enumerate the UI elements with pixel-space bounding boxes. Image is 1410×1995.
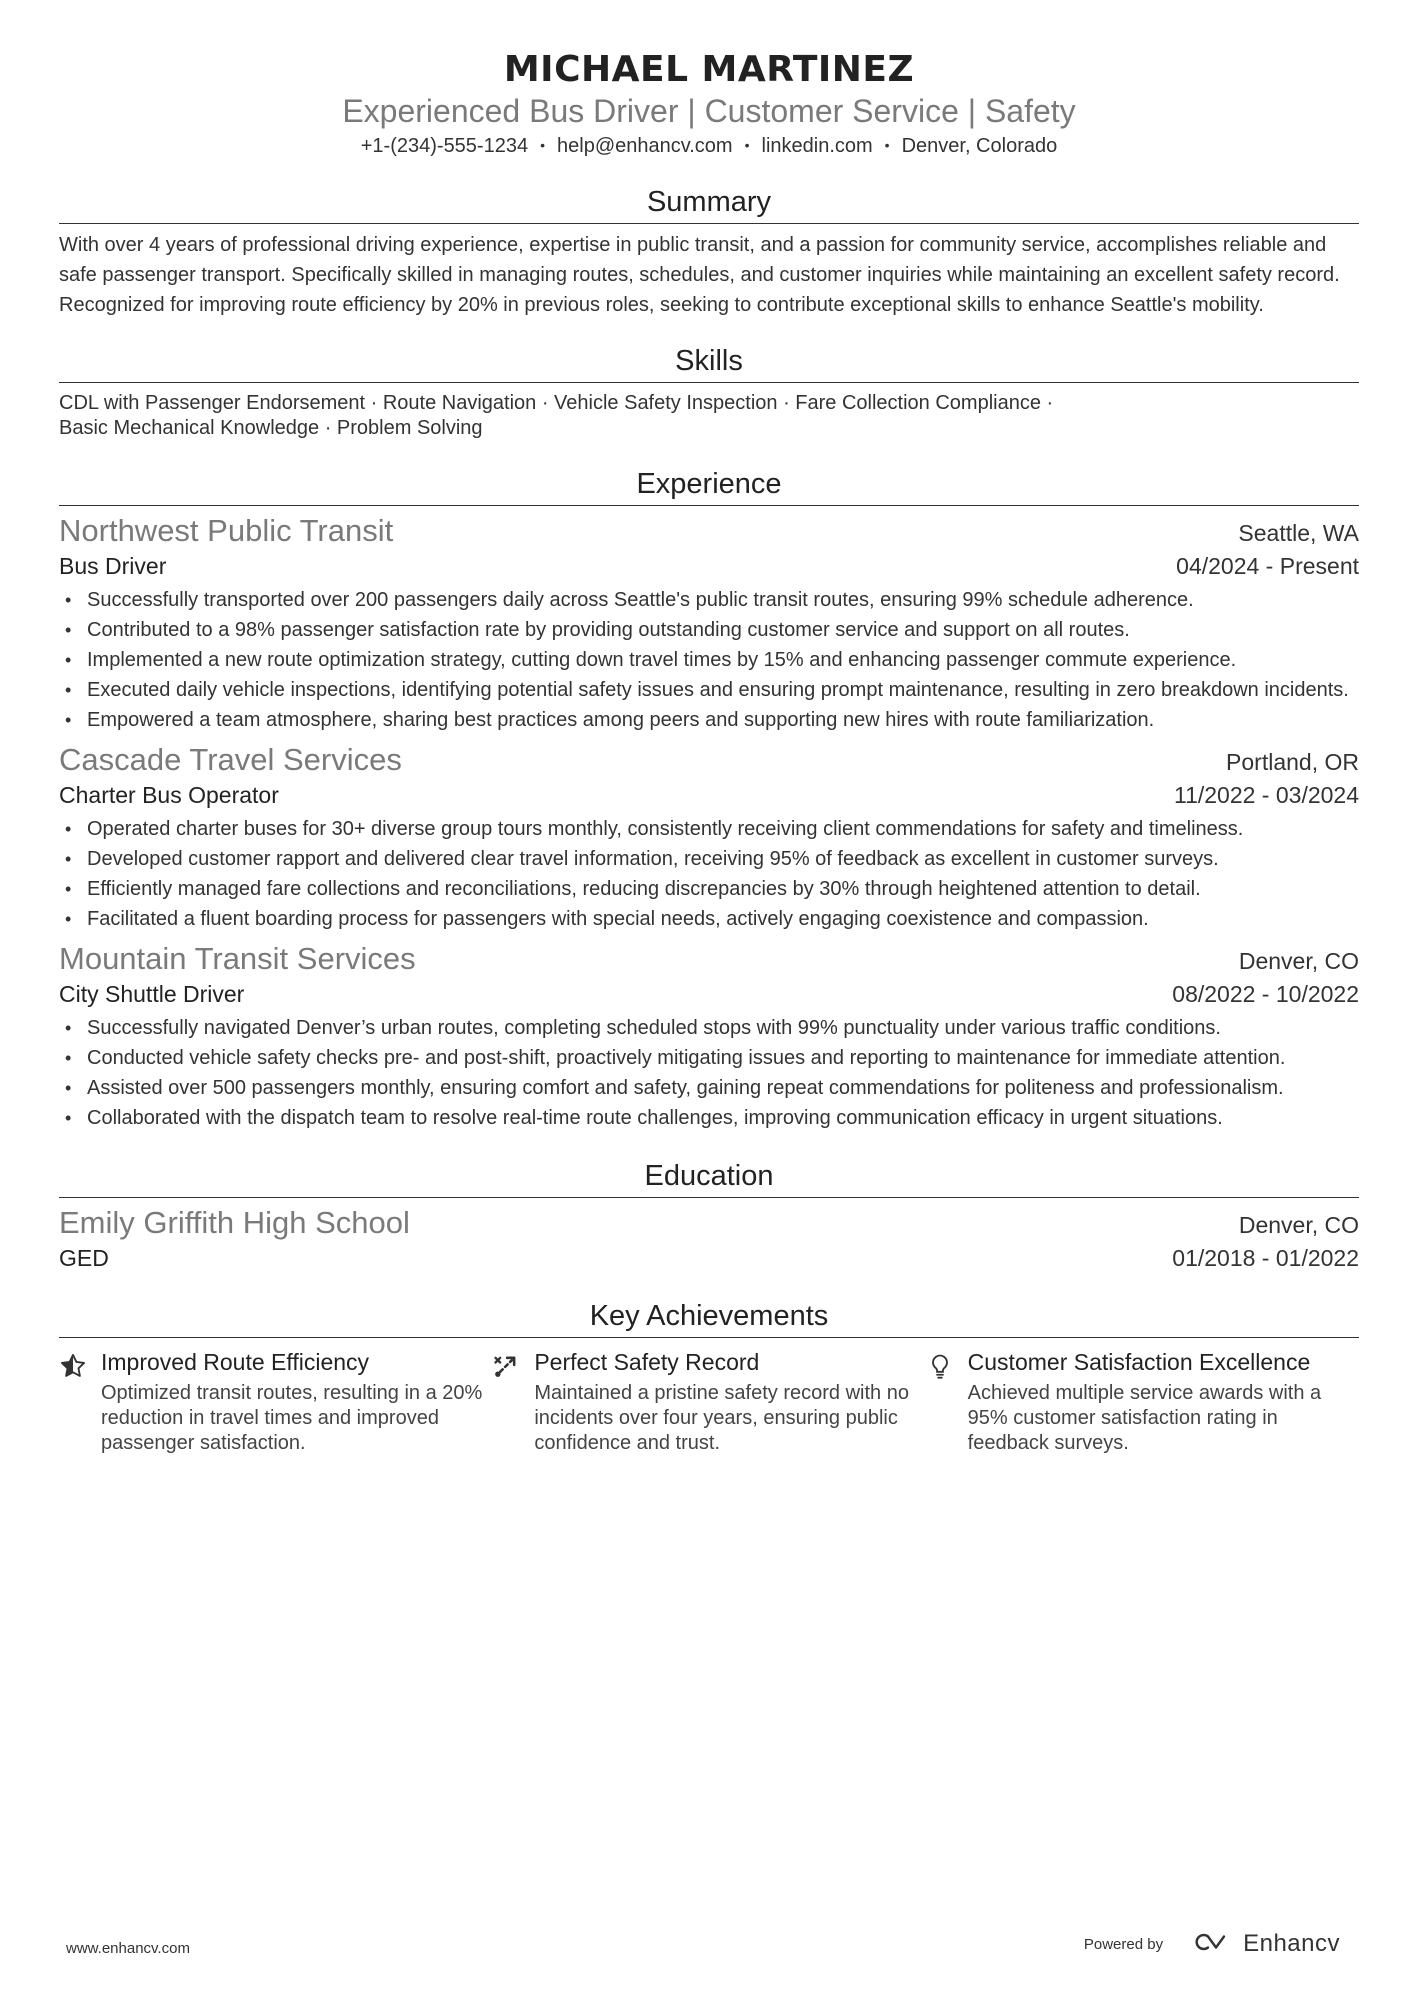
- powered-by-label: Powered by: [1083, 1935, 1164, 1953]
- skills-list: [59, 391, 1359, 441]
- achievement-title: Improved Route Efficiency: [101, 1349, 370, 1375]
- job-entry: [59, 512, 1359, 735]
- job-entry: [59, 741, 1359, 934]
- job-bullets: [59, 814, 1359, 934]
- skills-heading: Skills: [59, 342, 1359, 383]
- school-location: Denver, CO: [1238, 1212, 1359, 1238]
- company-name: Cascade Travel Services: [59, 742, 402, 777]
- separator: •: [744, 137, 750, 153]
- achievement-desc: Maintained a pristine safety record with no incidents over four years, ensuring public confidence and trust.: [534, 1382, 909, 1454]
- bullet-item: • Successfully transported over 200 passengers daily across Seattle's public transit routes, ensuring 99% schedule adherence.: [87, 585, 1359, 615]
- lightbulb-icon: [926, 1348, 968, 1456]
- job-location: Seattle, WA: [1238, 520, 1359, 546]
- location: Denver, Colorado: [901, 135, 1058, 157]
- bullet-item: • Operated charter buses for 30+ diverse group tours monthly, consistently receiving client commendations for safety and timeliness.: [87, 814, 1359, 844]
- skills-line-2: Basic Mechanical Knowledge · Problem Solving: [59, 417, 483, 439]
- job-role: Bus Driver: [59, 553, 167, 579]
- contact-line: [59, 132, 1359, 161]
- achievement-item: [926, 1348, 1359, 1456]
- education-dates: 01/2018 - 01/2022: [1172, 1245, 1359, 1271]
- candidate-name: MICHAEL MARTINEZ: [503, 49, 915, 90]
- bullet-item: • Developed customer rapport and delivered clear travel information, receiving 95% of feedback as excellent in customer surveys.: [87, 844, 1359, 874]
- job-role: Charter Bus Operator: [59, 782, 279, 808]
- achievement-item: [492, 1348, 925, 1456]
- bullet-item: • Efficiently managed fare collections and reconciliations, reducing discrepancies by 30% through heightened attention to detail.: [87, 874, 1359, 904]
- footer-branding: [1084, 1930, 1340, 1958]
- skills-line-1: CDL with Passenger Endorsement · Route Navigation · Vehicle Safety Inspection · Fare Collection Compliance ·: [59, 392, 1054, 414]
- job-bullets: [59, 1013, 1359, 1133]
- education-entry: [59, 1204, 1359, 1275]
- resume-page: [59, 0, 1359, 1456]
- job-bullets: [59, 585, 1359, 735]
- candidate-title: Experienced Bus Driver | Customer Service | Safety: [342, 93, 1076, 129]
- phone: +1-(234)-555-1234: [360, 135, 529, 157]
- enhancv-logo-icon: [1191, 1931, 1235, 1958]
- linkedin-link[interactable]: linkedin.com: [761, 135, 873, 157]
- company-name: Mountain Transit Services: [59, 941, 416, 976]
- achievements-grid: [59, 1348, 1359, 1456]
- bullet-item: • Successfully navigated Denver’s urban routes, completing scheduled stops with 99% punctuality under various traffic conditions.: [87, 1013, 1359, 1043]
- brand-name: Enhancv: [1243, 1930, 1340, 1957]
- star-icon: [59, 1348, 101, 1456]
- job-dates: 04/2024 - Present: [1176, 553, 1359, 579]
- separator: •: [540, 137, 545, 153]
- achievement-title: Customer Satisfaction Excellence: [967, 1349, 1311, 1375]
- job-dates: 11/2022 - 03/2024: [1173, 782, 1359, 808]
- job-location: Denver, CO: [1238, 948, 1359, 974]
- separator: •: [884, 137, 890, 153]
- bullet-item: • Implemented a new route optimization strategy, cutting down travel times by 15% and enhancing passenger commute experience.: [87, 645, 1359, 675]
- achievements-heading: Key Achievements: [59, 1297, 1359, 1338]
- bullet-item: • Collaborated with the dispatch team to resolve real-time route challenges, improving communication efficacy in urgent situations.: [87, 1103, 1359, 1133]
- summary-text: With over 4 years of professional driving experience, expertise in public transit, and a passion for community service, accomplishes reliable and safe passenger transport. Specifically skilled in managing routes, schedules, and customer inquiries while maintaining an excellent safety record. Recognized for improving route efficiency by 20% in previous roles, seeking to contribute exceptional skills to enhance Seattle's mobility.: [59, 234, 1340, 316]
- bullet-item: • Empowered a team atmosphere, sharing best practices among peers and supporting new hires with route familiarization.: [87, 705, 1359, 735]
- experience-heading: Experience: [59, 465, 1359, 506]
- bullet-item: • Contributed to a 98% passenger satisfaction rate by providing outstanding customer service and support on all routes.: [87, 615, 1359, 645]
- email-link[interactable]: help@enhancv.com: [557, 135, 733, 157]
- bullet-item: • Facilitated a fluent boarding process for passengers with special needs, actively engaging coexistence and compassion.: [87, 904, 1359, 934]
- bullet-item: • Assisted over 500 passengers monthly, ensuring comfort and safety, gaining repeat commendations for politeness and professionalism.: [87, 1073, 1359, 1103]
- degree: GED: [59, 1245, 109, 1271]
- achievement-item: [59, 1348, 492, 1456]
- job-role: City Shuttle Driver: [59, 981, 245, 1007]
- company-name: Northwest Public Transit: [59, 513, 394, 548]
- bullet-item: • Conducted vehicle safety checks pre- and post-shift, proactively mitigating issues and reporting to maintenance for immediate attention.: [87, 1043, 1359, 1073]
- school-name: Emily Griffith High School: [59, 1205, 410, 1240]
- footer-website[interactable]: www.enhancv.com: [66, 1940, 190, 1957]
- route-icon: [492, 1348, 534, 1456]
- job-entry: [59, 940, 1359, 1133]
- job-dates: 08/2022 - 10/2022: [1172, 981, 1359, 1007]
- summary-heading: Summary: [59, 183, 1359, 224]
- job-location: Portland, OR: [1226, 749, 1359, 775]
- bullet-item: • Executed daily vehicle inspections, identifying potential safety issues and ensuring prompt maintenance, resulting in zero breakdown incidents.: [87, 675, 1359, 705]
- achievement-desc: Optimized transit routes, resulting in a 20% reduction in travel times and improved passenger satisfaction.: [101, 1382, 483, 1454]
- achievement-desc: Achieved multiple service awards with a 95% customer satisfaction rating in feedback surveys.: [967, 1382, 1322, 1454]
- achievement-title: Perfect Safety Record: [534, 1349, 760, 1375]
- education-heading: Education: [59, 1157, 1359, 1198]
